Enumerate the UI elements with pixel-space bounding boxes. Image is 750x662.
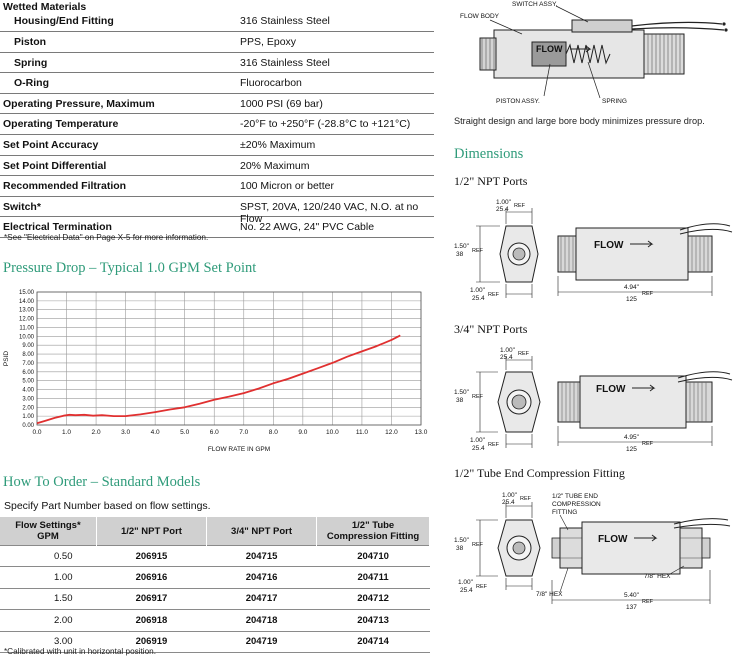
- flow-label: FLOW: [594, 240, 624, 251]
- spec-row: [0, 73, 434, 94]
- x-tick-label: 1.0: [62, 429, 72, 436]
- col-half-npt: 1/2" NPT Port: [96, 517, 206, 546]
- gpm-cell: 1.50: [0, 588, 96, 609]
- flow-label: FLOW: [596, 384, 626, 395]
- dim-drawing-half-npt: [448, 196, 748, 316]
- length-dim: 4.94": [624, 284, 639, 291]
- dim-section-title: 3/4" NPT Ports: [454, 322, 528, 336]
- table-row: [0, 610, 430, 631]
- left-ref: REF: [472, 248, 483, 254]
- gpm-cell: 2.00: [0, 610, 96, 631]
- dimensions-heading: Dimensions: [454, 146, 524, 162]
- switch-assy-label: SWITCH ASSY.: [512, 1, 558, 8]
- length-dim-mm: 125: [626, 296, 637, 303]
- top-dim-mm: 25.4: [496, 206, 509, 213]
- spec-label: Recommended Filtration: [3, 180, 127, 193]
- x-tick-label: 4.0: [150, 429, 160, 436]
- spec-value: No. 22 AWG, 24" PVC Cable: [240, 221, 375, 234]
- order-footnote: *Calibrated with unit in horizontal position.: [4, 647, 157, 656]
- pressure-drop-series-line: [37, 335, 400, 423]
- top-dim-mm: 25.4: [502, 499, 515, 506]
- spec-label: Spring: [14, 56, 48, 69]
- order-table: [0, 517, 430, 653]
- spec-row: [0, 135, 434, 156]
- spec-value: -20°F to +250°F (-28.8°C to +121°C): [240, 118, 411, 131]
- length-ref: REF: [642, 599, 653, 605]
- bottom-dim: 1.00": [470, 287, 485, 294]
- table-row: [0, 567, 430, 588]
- top-dim: 1.00": [496, 199, 511, 206]
- part-number-cell: 204714: [317, 631, 430, 652]
- left-dim-mm: 38: [456, 397, 464, 404]
- x-tick-label: 13.0: [414, 429, 428, 436]
- spec-row: [0, 32, 434, 53]
- dim-section-title: 1/2" Tube End Compression Fitting: [454, 466, 625, 480]
- part-number-cell: 204715: [207, 546, 317, 567]
- y-tick-label: 3.00: [22, 396, 34, 403]
- length-dim: 5.40": [624, 592, 639, 599]
- flow-body-label: FLOW BODY: [460, 13, 500, 20]
- bottom-dim: 1.00": [458, 579, 473, 586]
- top-dim: 1.00": [502, 492, 517, 499]
- part-number-cell: 204711: [317, 567, 430, 588]
- x-tick-label: 5.0: [180, 429, 190, 436]
- x-tick-label: 0.0: [32, 429, 42, 436]
- x-tick-label: 8.0: [268, 429, 278, 436]
- gpm-cell: 1.00: [0, 567, 96, 588]
- spec-label: Piston: [14, 36, 47, 48]
- col-three-quarter-npt: 3/4" NPT Port: [207, 517, 317, 546]
- col-flow-settings: Flow Settings* GPM: [0, 517, 96, 546]
- flow-label: FLOW: [598, 534, 628, 545]
- col-tube-compression: 1/2" Tube Compression Fitting: [317, 517, 430, 546]
- spec-row: [0, 114, 434, 135]
- part-number-cell: 206917: [96, 588, 206, 609]
- top-ref: REF: [514, 203, 525, 209]
- bottom-dim: 1.00": [470, 437, 485, 444]
- plot-frame: [37, 292, 421, 425]
- left-dim: 1.50": [454, 243, 469, 250]
- part-number-cell: 206918: [96, 610, 206, 631]
- x-tick-label: 11.0: [355, 429, 369, 436]
- x-tick-label: 2.0: [91, 429, 101, 436]
- spec-label: Switch*: [3, 200, 41, 213]
- tube-end-label: 1/2" TUBE END: [552, 493, 598, 500]
- length-ref: REF: [642, 441, 653, 447]
- top-ref: REF: [518, 351, 529, 357]
- part-number-cell: 206919: [96, 631, 206, 652]
- x-tick-label: 10.0: [326, 429, 339, 436]
- bottom-dim-mm: 25.4: [472, 445, 485, 452]
- spec-label: Set Point Differential: [3, 159, 107, 172]
- spec-row: [0, 197, 434, 225]
- spec-row: [0, 53, 434, 74]
- hex-left-label: 7/8" HEX: [536, 591, 563, 598]
- bottom-ref: REF: [488, 442, 499, 448]
- length-dim: 4.95": [624, 434, 639, 441]
- y-tick-label: 2.00: [22, 405, 34, 412]
- x-tick-label: 9.0: [298, 429, 308, 436]
- y-tick-label: 11.00: [19, 325, 34, 332]
- y-axis-label: PSID: [3, 350, 10, 367]
- order-instruction: Specify Part Number based on flow settings.: [4, 500, 211, 512]
- spec-value: 1000 PSI (69 bar): [240, 97, 323, 110]
- spec-value: 316 Stainless Steel: [240, 56, 330, 69]
- order-header-row: [0, 517, 430, 546]
- assembly-cutaway-drawing: [452, 0, 748, 110]
- top-ref: REF: [520, 496, 531, 502]
- y-tick-label: 0.00: [22, 423, 34, 429]
- assembly-caption: Straight design and large bore body minimizes pressure drop.: [454, 116, 705, 126]
- y-tick-label: 10.00: [18, 334, 34, 341]
- y-tick-label: 1.00: [22, 414, 34, 421]
- spec-header-label: Wetted Materials: [3, 1, 87, 13]
- length-dim-mm: 125: [626, 446, 637, 453]
- tube-fitting-label: FITTING: [552, 509, 578, 516]
- specifications-table: [0, 0, 434, 238]
- part-number-cell: 204710: [317, 546, 430, 567]
- left-dim: 1.50": [454, 537, 469, 544]
- gpm-cell: 3.00: [0, 631, 96, 652]
- spring-label: SPRING: [602, 98, 627, 105]
- y-tick-label: 9.00: [22, 343, 34, 350]
- order-heading: How To Order – Standard Models: [3, 474, 201, 490]
- y-tick-label: 14.00: [18, 298, 34, 305]
- table-row: [0, 588, 430, 609]
- length-dim-mm: 137: [626, 604, 637, 611]
- spec-label: O-Ring: [14, 77, 49, 90]
- bottom-dim-mm: 25.4: [472, 295, 485, 302]
- bottom-ref: REF: [476, 584, 487, 590]
- part-number-cell: 206916: [96, 567, 206, 588]
- x-tick-label: 7.0: [239, 429, 249, 436]
- left-dim-mm: 38: [456, 545, 464, 552]
- top-dim: 1.00": [500, 347, 515, 354]
- y-tick-label: 8.00: [22, 352, 34, 359]
- spec-row: [0, 94, 434, 115]
- y-tick-label: 13.00: [18, 307, 34, 314]
- pressure-drop-chart: [0, 283, 436, 455]
- y-tick-label: 7.00: [22, 360, 34, 367]
- y-tick-label: 15.00: [18, 290, 34, 296]
- part-number-cell: 204718: [207, 610, 317, 631]
- gpm-cell: 0.50: [0, 546, 96, 567]
- tube-compression-label: COMPRESSION: [552, 501, 601, 508]
- part-number-cell: 206915: [96, 546, 206, 567]
- spec-value: 20% Maximum: [240, 159, 310, 172]
- top-dim-mm: 25.4: [500, 354, 513, 361]
- left-ref: REF: [472, 394, 483, 400]
- part-number-cell: 204716: [207, 567, 317, 588]
- spec-value: ±20% Maximum: [240, 138, 316, 151]
- spec-label: Set Point Accuracy: [3, 138, 99, 151]
- part-number-cell: 204717: [207, 588, 317, 609]
- spec-footnote: *See "Electrical Data" on Page X-5 for more information.: [4, 233, 209, 242]
- cutaway-flow-label: FLOW: [536, 44, 563, 54]
- part-number-cell: 204719: [207, 631, 317, 652]
- spec-label: Housing/End Fitting: [14, 15, 114, 27]
- spec-label: Electrical Termination: [3, 221, 112, 234]
- spec-row: [0, 156, 434, 177]
- spec-label: Operating Temperature: [3, 118, 119, 131]
- spec-value: SPST, 20VA, 120/240 VAC, N.O. at no Flow: [240, 200, 419, 225]
- y-tick-label: 4.00: [22, 387, 34, 394]
- spec-label: Operating Pressure, Maximum: [3, 97, 155, 110]
- y-tick-label: 6.00: [22, 369, 34, 376]
- part-number-cell: 204712: [317, 588, 430, 609]
- spec-row: [0, 14, 434, 32]
- spec-value: 316 Stainless Steel: [240, 15, 330, 27]
- piston-assy-label: PISTON ASSY.: [496, 98, 540, 105]
- left-dim-mm: 38: [456, 251, 464, 258]
- spec-header-row: [0, 0, 434, 14]
- table-row: [0, 546, 430, 567]
- pressure-drop-heading: Pressure Drop – Typical 1.0 GPM Set Point: [3, 260, 257, 276]
- left-ref: REF: [472, 542, 483, 548]
- x-tick-label: 12.0: [385, 429, 398, 436]
- dim-drawing-three-quarter-npt: [448, 344, 748, 464]
- spec-value: PPS, Epoxy: [240, 36, 297, 48]
- hex-right-label: 7/8" HEX: [644, 573, 671, 580]
- spec-value: Fluorocarbon: [240, 77, 302, 90]
- length-ref: REF: [642, 291, 653, 297]
- spec-value: 100 Micron or better: [240, 180, 334, 193]
- y-tick-label: 12.00: [18, 316, 34, 323]
- x-axis-label: FLOW RATE IN GPM: [207, 446, 271, 453]
- dim-section-title: 1/2" NPT Ports: [454, 174, 528, 188]
- y-tick-label: 5.00: [22, 378, 34, 385]
- x-tick-label: 3.0: [121, 429, 131, 436]
- bottom-dim-mm: 25.4: [460, 587, 473, 594]
- left-dim: 1.50": [454, 389, 469, 396]
- bottom-ref: REF: [488, 292, 499, 298]
- spec-row: [0, 176, 434, 197]
- part-number-cell: 204713: [317, 610, 430, 631]
- x-tick-label: 6.0: [209, 429, 219, 436]
- dim-drawing-tube-compression: [448, 488, 748, 612]
